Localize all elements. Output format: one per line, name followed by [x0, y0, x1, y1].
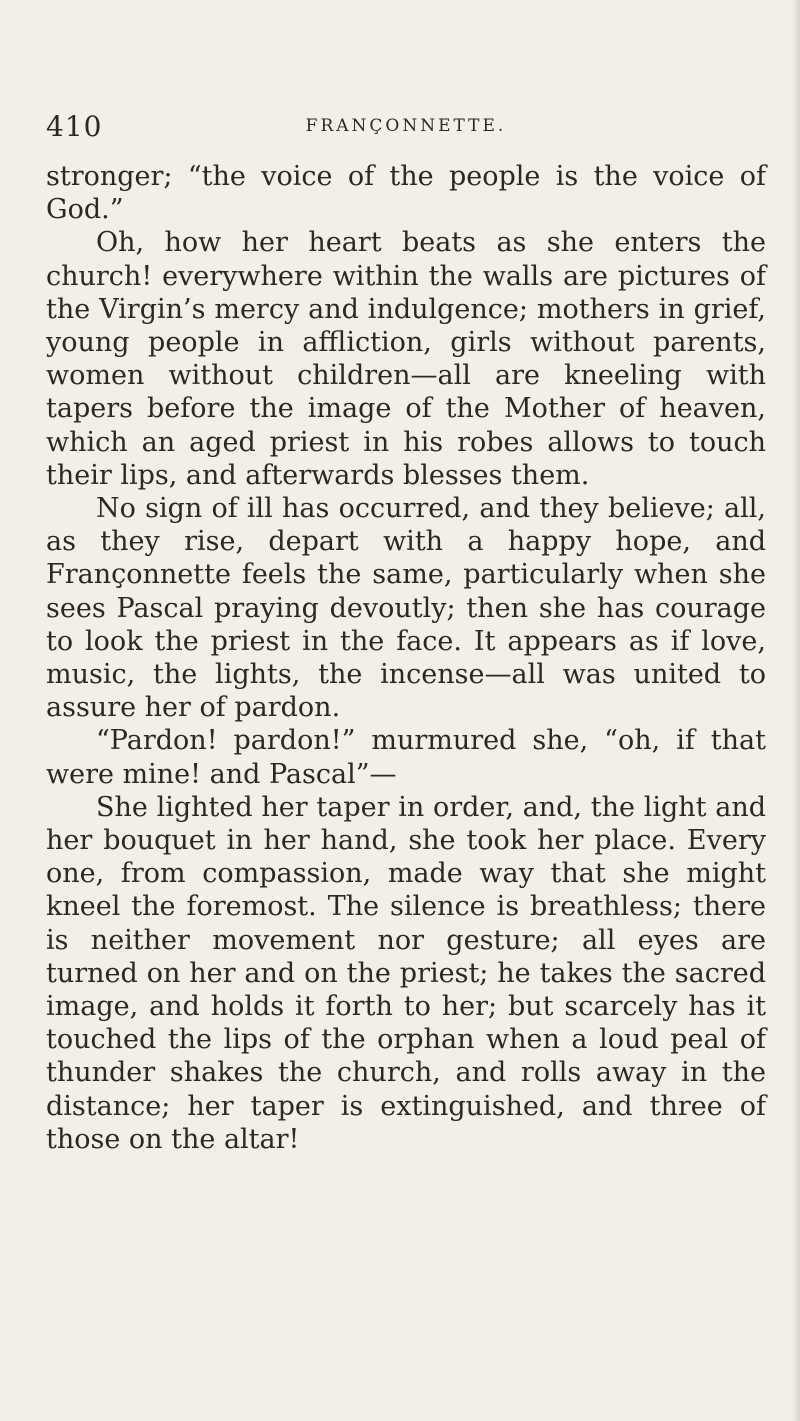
- page-number: 410: [46, 110, 103, 143]
- running-head: [46, 110, 766, 150]
- body-text: [46, 160, 766, 1156]
- paragraph: Oh, how her heart beats as she enters the church! everywhere within the walls are pictures of the Virgin’s mercy and indulgence; mothers in grief, young people in affliction, girls without parents, women without children—all are kneeling with tapers before the image of the Mother of heaven, which an aged priest in his robes allows to touch their lips, and afterwards blesses them.: [46, 227, 766, 491]
- paragraph-continuation: stronger; “the voice of the people is the voice of God.”: [46, 161, 766, 226]
- running-title: FRANÇONNETTE.: [305, 116, 507, 136]
- paragraph: “Pardon! pardon!” murmured she, “oh, if that were mine! and Pascal”—: [46, 725, 766, 790]
- paragraph: No sign of ill has occurred, and they believe; all, as they rise, depart with a happy hope, and Françonnette feels the same, particularly when she sees Pascal praying devoutly; then she has courage to look the priest in the face. It appears as if love, music, the lights, the incense—all was united to assure her of pardon.: [46, 493, 766, 724]
- page-edge-shadow: [792, 0, 800, 1421]
- paragraph: She lighted her taper in order, and, the light and her bouquet in her hand, she took her place. Every one, from compassion, made way that she might kneel the foremost. The silence is breathless; there is neither movement nor gesture; all eyes are turned on her and on the priest; he takes the sacred image, and holds it forth to her; but scarcely has it touched the lips of the orphan when a loud peal of thunder shakes the church, and rolls away in the distance; her taper is extinguished, and three of those on the altar!: [46, 791, 766, 1155]
